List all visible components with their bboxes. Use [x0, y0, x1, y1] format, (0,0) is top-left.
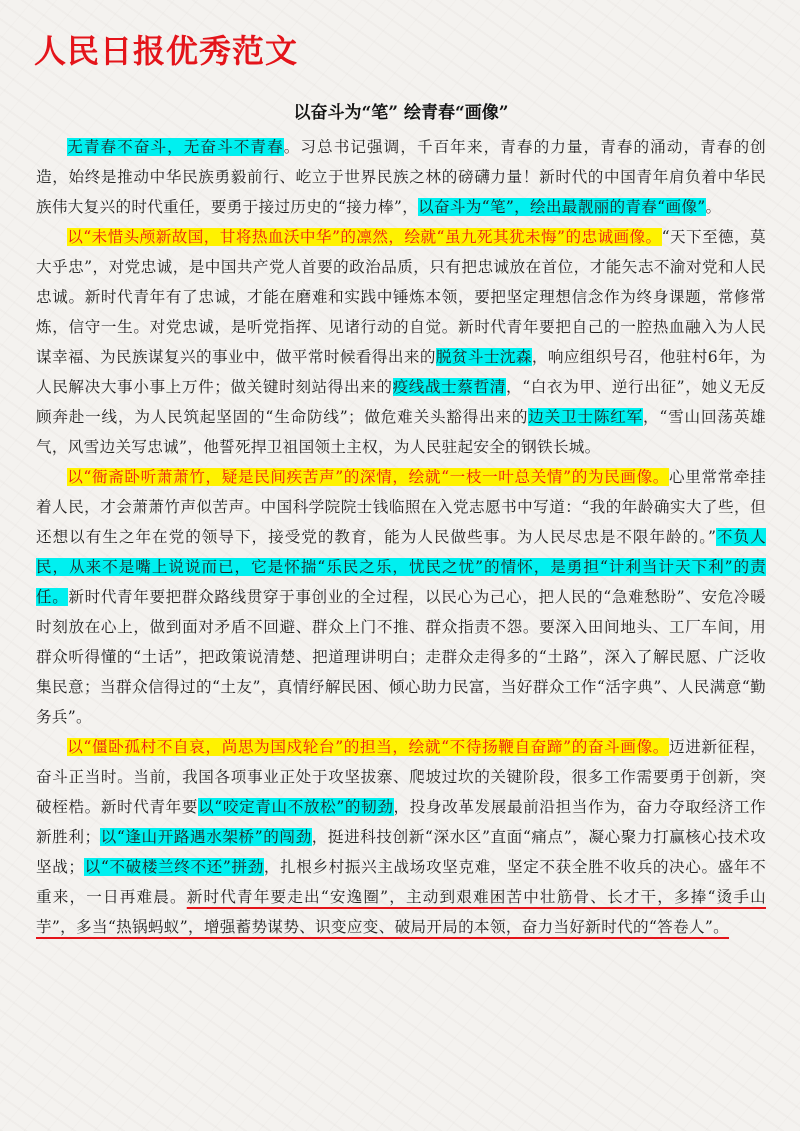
paragraph-1 [36, 132, 766, 222]
body-text: ，“雪山回荡英雄气，风雪边关写忠诚”，他誓死捍卫祖国领土主权，为人民驻起安全的钢铁长城。 [36, 408, 767, 456]
body-text: ，“白衣为甲、逆行出征”，她义无反顾奔赴一线，为人民筑起坚固的“生命防线”；做危难关头豁得出来的 [36, 378, 766, 426]
underlined-conclusion: 新时代青年要走出“安逸圈”，主动到艰难困苦中壮筋骨、长才干，多捧“烫手山芋”，多当“热锅蚂蚁”，增强蓄势谋势、识变应变、破局开局的本领，奋力当好新时代的“答卷人”。 [36, 888, 767, 936]
highlight-phrase: 以“不破楼兰终不还”拼劲 [84, 858, 264, 876]
body-text: ，响应组织号召，他驻村6年，为人民解决大事小事上万件；做关键时刻站得出来的 [36, 348, 766, 396]
paragraph-2 [36, 222, 766, 462]
article-title: 以奋斗为“笔” 绘青春“画像” [293, 103, 509, 123]
highlight-phrase: 不负人民，从来不是嘴上说说而已，它是怀揣“乐民之乐，忧民之忧”的情怀，是勇担“计利当计天下利”的责任。 [36, 528, 766, 606]
body-text: “天下至德，莫大乎忠”，对党忠诚，是中国共产党人首要的政治品质，只有把忠诚放在首位，才能矢志不渝对党和人民忠诚。新时代青年有了忠诚，才能在磨难和实践中锤炼本领，要把坚定理想信念作为终身课题，常修常炼，信守一生。对党忠诚，是听党指挥、见诸行动的自觉。新时代青年要把自己的一腔热血融入为人民谋幸福、为民族谋复兴的事业中，做平常时候看得出来的 [36, 228, 767, 366]
article [36, 100, 766, 942]
page-header-title: 人民日报优秀范文 [34, 32, 299, 70]
section-heading-1: 以“未惜头颅新故国，甘将热血沃中华”的凛然，绘就“虽九死其犹未悔”的忠诚画像。 [67, 228, 662, 246]
highlight-phrase: 疫线战士蔡哲清 [392, 378, 507, 396]
highlight-phrase: 边关卫士陈红军 [528, 408, 644, 426]
body-text: ，挺进科技创新“深水区”直面“痛点”，凝心聚力打赢核心技术攻坚战； [36, 828, 766, 876]
section-heading-3: 以“僵卧孤村不自哀，尚思为国戍轮台”的担当，绘就“不待扬鞭自奋蹄”的奋斗画像。 [67, 738, 670, 756]
highlight-phrase: 以“逢山开路遇水架桥”的闯劲 [100, 828, 312, 846]
section-heading-2: 以“衙斋卧听萧萧竹，疑是民间疾苦声”的深情，绘就“一枝一叶总关情”的为民画像。 [67, 468, 670, 486]
body-text: 。 [705, 198, 722, 216]
highlight-phrase: 以奋斗为“笔”，绘出最靓丽的青春“画像” [418, 198, 706, 216]
paragraph-3 [36, 462, 766, 732]
body-text: 迈进新征程，奋斗正当时。当前，我国各项事业正处于攻坚拔寨、爬坡过坎的关键阶段，很多工作需要勇于创新，突破桎梏。新时代青年要 [36, 738, 766, 816]
body-text: 新时代青年要把群众路线贯穿于事创业的全过程，以民心为己心，把人民的“急难愁盼”、安危冷暖时刻放在心上，做到面对矛盾不回避、群众上门不推、群众指责不怨。要深入田间地头、工厂车间，用群众听得懂的“土话”，把政策说清楚、把道理讲明白；走群众走得多的“土路”，深入了解民愿、广泛收集民意；当群众信得过的“土友”，真情纾解民困、倾心助力民富，当好群众工作“活字典”、人民满意“勤务兵”。 [36, 588, 766, 726]
body-text: ，投身改革发展最前沿担当作为，奋力夺取经济工作新胜利； [36, 798, 766, 846]
paragraph-4 [36, 732, 766, 942]
body-text: ，扎根乡村振兴主战场攻坚克难，坚定不获全胜不收兵的决心。盛年不重来，一日再难晨。 [36, 858, 766, 906]
body-text: 心里常常牵挂着人民，才会萧萧竹声似苦声。中国科学院院士钱临照在入党志愿书中写道：“我的年龄确实大了些，但还想以有生之年在党的领导下，接受党的教育，能为人民做些事。为人民尽忠是不限年龄的。” [36, 468, 766, 546]
body-text: 。习总书记强调，千百年来，青春的力量，青春的涌动，青春的创造，始终是推动中华民族勇毅前行、屹立于世界民族之林的磅礴力量！新时代的中国青年肩负着中华民族伟大复兴的时代重任，要勇于接过历史的“接力棒”， [36, 138, 767, 216]
highlight-phrase: 脱贫斗士沈森 [435, 348, 532, 366]
highlight-phrase: 无青春不奋斗，无奋斗不青春 [67, 138, 284, 156]
highlight-phrase: 以“咬定青山不放松”的韧劲 [198, 798, 394, 816]
